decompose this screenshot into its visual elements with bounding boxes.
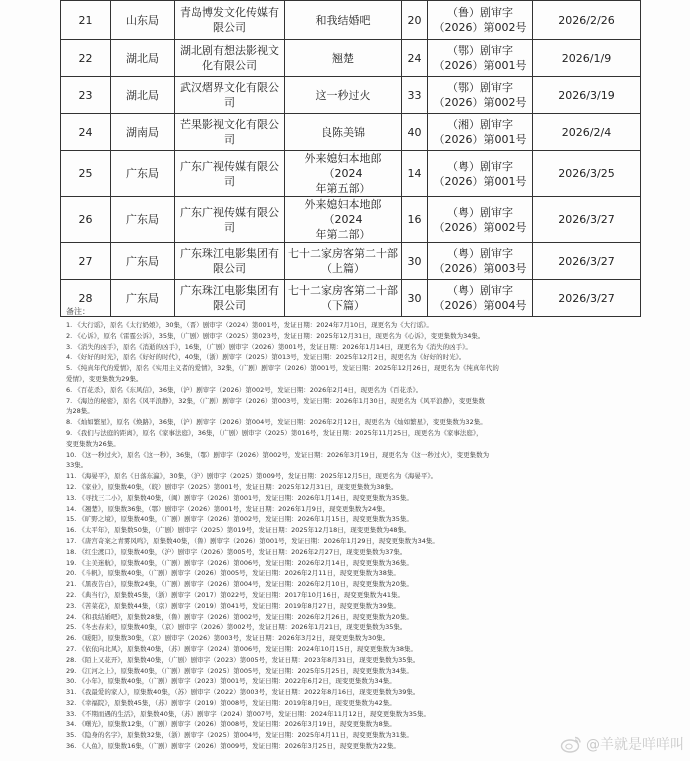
cell-date: 2026/2/26 (533, 1, 641, 40)
note-line: 34. 《曙光》，原集数12集，（广剧）剧审字（2026）第008号，发证日期：2026年3月19日，现变更集数为8集。 (66, 720, 396, 729)
cell-date: 2026/2/4 (533, 114, 641, 151)
cell-episodes: 33 (402, 77, 428, 114)
cell-title (285, 114, 402, 151)
note-line: 23. 《苦菜花》，原集数44集，（京）剧审字（2019）第041号，发证日期：2019年8月27日，现变更集数为39集。 (66, 601, 400, 610)
cell-bureau: 广东局 (111, 243, 175, 280)
cell-company-line: 司 (224, 133, 235, 146)
cell-company (175, 197, 285, 243)
note-line: 25. 《冬去春来》，原集数40集，（京）剧审字（2026）第002号，发证日期：2026年1月21日，现变更集数为35集。 (66, 623, 407, 632)
cell-bureau: 山东局 (111, 1, 175, 40)
cell-company-line: 限公司 (213, 299, 246, 312)
cell-license (428, 40, 533, 77)
cell-date: 2026/3/27 (533, 280, 641, 317)
note-line: 2. 《心诉》，原名《雷霆公诉》，35集，（广剧）剧审字（2025）第023号，发证日期：2025年12月31日，现更名为《心诉》，变更集数为34集。 (66, 331, 485, 340)
note-line: 12. 《家业》，原集数40集，（皖）剧审字（2025）第001号，发证日期：2025年12月31日，现变更集数为38集。 (66, 482, 398, 491)
cell-company (175, 151, 285, 197)
cell-title-line: 外来媳妇本地郎（2024 (304, 152, 382, 180)
cell-title-line: 良陈美锦 (321, 125, 365, 139)
cell-number: 27 (61, 243, 111, 280)
cell-episodes: 24 (402, 40, 428, 77)
note-line: 17. 《唐宫奇案之青雾风鸣》，原集数40集，（鲁）剧审字（2026）第001号，发证日期：2026年1月29日，现变更集数为34集。 (66, 536, 439, 545)
cell-license-line: （粤）剧审字 (447, 159, 513, 173)
cell-license-line: （2026）第004号 (433, 299, 527, 312)
note-line: 4. 《好好的时光》，原名《好好的时代》，40集，（浙）剧审字（2025）第013号，发证日期：2025年12月2日，现更名为《好好的时光》。 (66, 353, 466, 362)
note-line: 30. 《小年》，原集数40集，（广剧）剧审字（2023）第001号，发证日期：2022年6月2日，现变更集数为34集。 (66, 677, 396, 686)
table-row (61, 1, 641, 40)
note-line: 24. 《和我结婚吧》，原集数28集，（鲁）剧审字（2026）第002号，发证日期：2026年2月26日，现变更集数为20集。 (66, 612, 413, 621)
cell-episodes: 30 (402, 280, 428, 317)
cell-title-line: 外来媳妇本地郎（2024 (304, 198, 382, 226)
note-line: 29. 《江河之上》，原集数40集，（广剧）剧审字（2025）第005号，发证日期：2025年5月25日，现变更集数为34集。 (66, 666, 413, 675)
cell-episodes: 30 (402, 243, 428, 280)
cell-license (428, 243, 533, 280)
registration-table-body (61, 1, 641, 317)
cell-title-line: 年第二部） (315, 228, 371, 241)
notes-list (66, 320, 666, 752)
cell-company-line: 广东珠江电影集团有 (180, 284, 279, 297)
cell-date: 2026/3/19 (533, 77, 641, 114)
table-row (61, 243, 641, 280)
cell-license-line: （2026）第001号 (433, 59, 527, 72)
cell-number: 26 (61, 197, 111, 243)
cell-license-line: （2026）第002号 (433, 96, 527, 109)
cell-episodes: 40 (402, 114, 428, 151)
note-line: 31. 《我最爱的家人》，原集数40集，（苏）剧审字（2022）第003号，发证日期：2022年8月16日，现变更集数为39集。 (66, 688, 420, 697)
cell-license (428, 77, 533, 114)
table-row (61, 197, 641, 243)
cell-title (285, 151, 402, 197)
cell-license-line: （2026）第003号 (433, 262, 527, 275)
cell-license (428, 1, 533, 40)
cell-title-line: 七十二家房客第二十部 (288, 247, 398, 260)
cell-license-line: （2026）第002号 (433, 21, 527, 34)
cell-company-line: 司 (224, 220, 235, 234)
cell-date: 2026/3/27 (533, 243, 641, 280)
note-line: 10. 《这一秒过火》，原名《这一秒》，36集，（鄂）剧审字（2026）第002号，发证日期：2026年3月19日，现更名为《这一秒过火》，变更集数为 (66, 450, 490, 459)
cell-company-line: 限公司 (213, 262, 246, 275)
watermark (560, 733, 684, 755)
cell-number: 24 (61, 114, 111, 151)
cell-episodes: 14 (402, 151, 428, 197)
cell-company-line: 司 (224, 96, 235, 109)
cell-date: 2026/3/27 (533, 197, 641, 243)
note-line: 13. 《寻找三二小》，原集数40集，（闽）剧审字（2026）第001号，发证日期：2026年1月14日，现变更集数为35集。 (66, 493, 413, 502)
notes-section (66, 306, 666, 752)
note-line: 15. 《旷野之境》，原集数40集，（广剧）剧审字（2026）第002号，发证日期：2026年1月15日，现变更集数为35集。 (66, 515, 413, 524)
cell-company (175, 243, 285, 280)
cell-company-line: 广东广视传媒有限公 (180, 159, 279, 173)
cell-title-line: 这一秒过火 (315, 88, 371, 102)
note-line: 1. 《大行谣》，原名《太行奶娘》，30集，（晋）剧审字（2024）第001号，发证日期：2024年7月10日，现更名为《大行谣》。 (66, 321, 433, 329)
cell-bureau: 湖南局 (111, 114, 175, 151)
note-line: 5. 《纯真年代的爱情》，原名《实用主义者的爱情》，32集，（广剧）剧审字（2026）第001号，发证日期：2025年12月26日，现更名为《纯真年代的 (66, 364, 499, 373)
note-line: 6. 《百花杀》，原名《东风信》，36集，（沪）剧审字（2026）第002号，发证日期：2026年2月4日，现更名为《百花杀》。 (66, 385, 423, 394)
table-row (61, 114, 641, 151)
note-line: 变更集数为26集。 (66, 439, 120, 448)
table-row (61, 151, 641, 197)
cell-license-line: （湘）剧审字 (447, 118, 513, 131)
table-row (61, 40, 641, 77)
cell-bureau: 湖北局 (111, 77, 175, 114)
cell-company-line: 芒果影视文化有限公 (180, 118, 279, 131)
cell-license (428, 197, 533, 243)
cell-title-line: 年第五部） (315, 182, 371, 195)
cell-title (285, 197, 402, 243)
cell-license (428, 114, 533, 151)
note-line: 18. 《红尘渡口》，原集数40集，（沪）剧审字（2026）第005号，发证日期：2026年2月27日，现变更集数为37集。 (66, 547, 407, 556)
note-line: 36. 《人鱼》，原集数16集，（广剧）剧审字（2026）第009号，发证日期：2026年3月25日，现变更集数为22集。 (66, 742, 400, 751)
cell-title-line: （下篇） (321, 299, 365, 312)
note-line: 35. 《隐身的名字》，原集数32集，（浙）剧审字（2025）第004号，发证日期：2025年4月11日，现变更集数为31集。 (66, 731, 413, 740)
cell-license-line: （鄂）剧审字 (447, 44, 513, 57)
cell-company-line: 化有限公司 (202, 59, 257, 72)
cell-company (175, 77, 285, 114)
note-line: 32. 《幸福院》，原集数45集，（苏）剧审字（2019）第008号，发证日期：2019年8月9日，现变更集数为42集。 (66, 698, 396, 707)
cell-license-line: （粤）剧审字 (447, 247, 513, 260)
cell-license-line: （2026）第001号 (433, 133, 527, 146)
cell-company (175, 1, 285, 40)
cell-bureau: 广东局 (111, 151, 175, 197)
cell-title (285, 77, 402, 114)
cell-number: 23 (61, 77, 111, 114)
note-line: 19. 《主美迷航》，原集数40集，（广剧）剧审字（2026）第006号，发证日期：2026年2月14日，现变更集数为36集。 (66, 558, 413, 567)
cell-company-line: 限公司 (213, 21, 246, 34)
cell-title-line: 翘楚 (332, 51, 354, 65)
cell-number: 21 (61, 1, 111, 40)
weibo-logo-icon (560, 735, 582, 753)
cell-title (285, 243, 402, 280)
cell-date: 2026/3/25 (533, 151, 641, 197)
note-line: 22. 《典当行》，原集数45集，（浙）剧审字（2017）第022号，发证日期：2017年10月16日，现变更集数为41集。 (66, 590, 404, 599)
cell-company-line: 广东广视传媒有限公 (180, 205, 279, 219)
note-line: 28. 《陌上又花开》，原集数40集，（广剧）剧审字（2023）第005号，发证日期：2023年8月31日，现变更集数为35集。 (66, 655, 420, 664)
note-line: 14. 《翘楚》，原集数36集，（鄂）剧审字（2026）第001号，发证日期：2026年1月9日，现变更集数为24集。 (66, 504, 390, 513)
cell-number: 28 (61, 280, 111, 317)
cell-license-line: （鲁）剧审字 (447, 6, 513, 19)
cell-title-line: 和我结婚吧 (315, 13, 371, 27)
cell-company-line: 青岛博发文化传媒有 (180, 6, 279, 19)
note-line: 16. 《太平年》，原集数50集，（广剧）剧审字（2025）第019号，发证日期：2025年12月18日，现变更集数为48集。 (66, 526, 411, 535)
cell-company (175, 114, 285, 151)
note-line: 7. 《海边的秘密》，原名《风平浪静》，32集，（广剧）剧审字（2026）第003号，发证日期：2026年1月30日，现更名为《风平浪静》，变更集数 (66, 396, 485, 405)
note-line: 33集。 (66, 461, 88, 470)
note-line: 9. 《我们与法庭的距离》，原名《家事法庭》，36集，（广剧）剧审字（2025）第016号，发证日期：2025年11月25日，现更名为《家事法庭》， (66, 428, 483, 437)
cell-company-line: 司 (224, 174, 235, 188)
cell-title (285, 1, 402, 40)
cell-title-line: （上篇） (321, 262, 365, 275)
note-line: 27. 《依依向北风》，原集数40集，（苏）剧审字（2024）第006号，发证日期：2024年10月15日，现变更集数为38集。 (66, 644, 417, 653)
cell-license-line: （粤）剧审字 (447, 205, 513, 219)
cell-title-line: 七十二家房客第二十部 (288, 284, 398, 297)
note-line: 3. 《消失的凶手》，原名《消逝的凶手》，16集，（广剧）剧审字（2026）第001号，发证日期：2026年1月14日，现更名为《消失的凶手》。 (66, 342, 472, 351)
watermark-text: @羊就是咩咩叫 (586, 737, 684, 753)
note-line: 8. 《灿如繁星》，原名《焕路》，36集，（沪）剧审字（2026）第004号，发证日期：2026年2月12日，现更名为《灿如繁星》，变更集数为32集。 (66, 418, 487, 427)
note-line: 爱情》，变更集数为29集。 (66, 374, 143, 383)
cell-episodes: 20 (402, 1, 428, 40)
table-row (61, 77, 641, 114)
cell-episodes: 16 (402, 197, 428, 243)
note-line: 11. 《海晏平》，原名《日落东瀛》，30集，（沪）剧审字（2025）第009号，发证日期：2025年12月5日，现更名为《海晏平》。 (66, 472, 438, 481)
note-line: 20. 《斗帆》，原集数40集，（广剧）剧审字（2026）第005号，发证日期：2026年2月11日，现变更集数为38集。 (66, 569, 400, 578)
cell-company-line: 广东珠江电影集团有 (180, 247, 279, 260)
note-line: 为28集。 (66, 407, 94, 416)
cell-number: 25 (61, 151, 111, 197)
cell-company-line: 湖北剧有想法影视文 (180, 44, 279, 57)
note-line: 21. 《黑夜告白》，原集数24集，（广剧）剧审字（2026）第004号，发证日期：2026年2月10日，现变更集数为20集。 (66, 580, 413, 589)
registration-table (60, 0, 641, 317)
note-line: 26. 《暖阳》，原集数30集，（京）剧审字（2026）第003号，发证日期：2026年3月2日，现变更集数为30集。 (66, 634, 390, 643)
cell-bureau: 湖北局 (111, 40, 175, 77)
cell-title (285, 40, 402, 77)
cell-company-line: 武汉熠界文化有限公 (180, 81, 279, 94)
cell-license-line: （粤）剧审字 (447, 284, 513, 297)
cell-bureau: 广东局 (111, 197, 175, 243)
cell-date: 2026/1/9 (533, 40, 641, 77)
cell-license-line: （鄂）剧审字 (447, 81, 513, 94)
cell-license (428, 151, 533, 197)
note-line: 33. 《不期而遇的生活》，原集数40集，（苏）剧审字（2024）第007号，发证日期：2024年11月12日，现变更集数为35集。 (66, 709, 430, 718)
cell-license-line: （2026）第002号 (433, 220, 527, 234)
cell-bureau: 广东局 (111, 280, 175, 317)
notes-title: 备注： (66, 307, 90, 316)
cell-company (175, 40, 285, 77)
cell-number: 22 (61, 40, 111, 77)
cell-license-line: （2026）第001号 (433, 174, 527, 188)
